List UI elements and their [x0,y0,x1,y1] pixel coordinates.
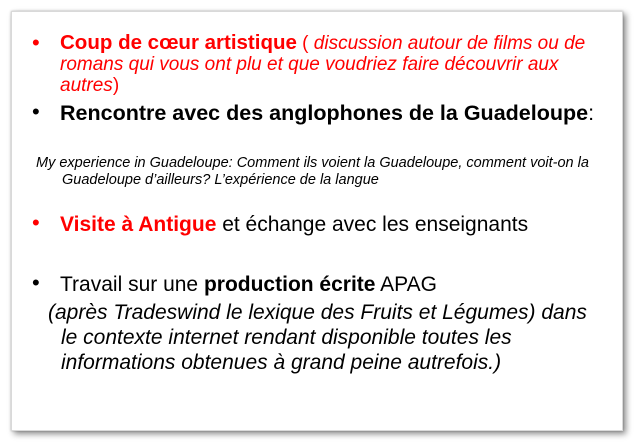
bullet-text [60,212,600,237]
bullet-heading: Rencontre avec des anglophones de la Guadeloupe [60,101,589,125]
paren-close: ) [112,75,120,96]
bullet-heading: production écrite [203,273,376,296]
bullet-heading: Coup de cœur artistique [60,31,297,54]
bullet-dot: • [32,99,40,124]
slide-content [12,12,622,430]
bullet-text [60,272,600,297]
closing-paragraph: (après Tradeswind le lexique des Fruits et Légumes) dans le contexte internet rendant disponible toutes les informations obtenues à grand peine autrefois.) [48,301,587,374]
paren-open: ( [296,33,314,54]
bullet-dot: • [32,30,40,55]
bullet-suffix: : [588,101,595,125]
bullet-dot: • [32,270,40,295]
bullet-text [60,101,600,126]
bullet-suffix: APAG [375,273,437,296]
slide-frame [11,11,623,431]
experience-note: My experience in Guadeloupe: Comment ils voient la Guadeloupe, comment voit-on la Guadeloupe d’ailleurs? L’expérience de la langue [36,155,589,188]
bullet-dot: • [32,210,40,235]
bullet-detail: discussion autour de films ou de romans qui vous ont plu et que voudriez faire découvrir aux autres [60,33,586,96]
bullet-heading: Visite à Antigue [60,213,217,236]
bullet-text [60,32,600,96]
bullet-rest: et échange avec les enseignants [216,213,529,236]
bullet-prefix: Travail sur une [60,273,204,296]
